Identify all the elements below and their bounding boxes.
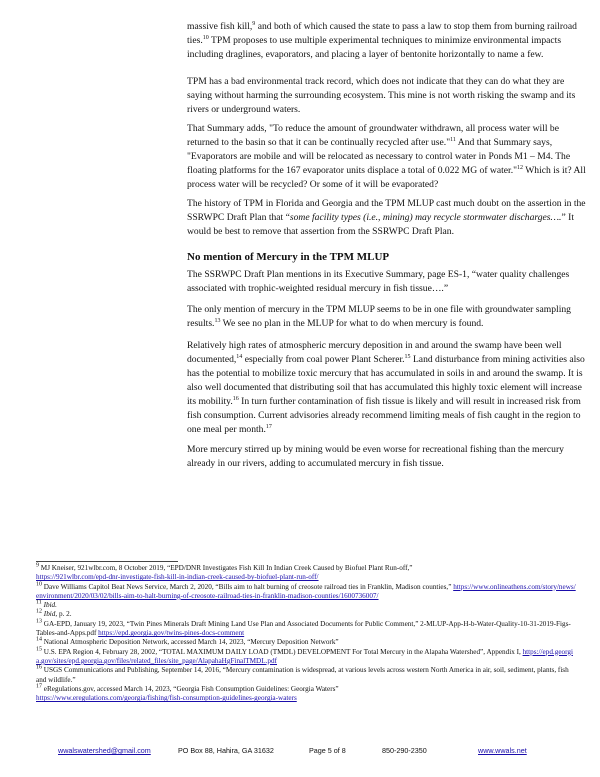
footnote-number: 11 <box>36 599 42 606</box>
footnote-text: USGS Communications and Publishing, September 14, 2016, “Mercury contamination is widespread, at various levels across western North America in air, soil, sediment, plants, fish and wildlife.” <box>36 666 569 684</box>
footnote-9 <box>36 564 576 583</box>
text-span: massive fish kill, <box>187 21 253 32</box>
footnote-text: Ibid <box>43 610 56 619</box>
paragraph-7 <box>187 339 587 437</box>
paragraph-text: More mercury stirred up by mining would be even worse for recreational fishing than the mercury already in our rivers, adding to accumulated mercury in fish tissue. <box>187 444 564 469</box>
paragraph-4 <box>187 197 587 239</box>
footnote-ref-16[interactable]: 16 <box>232 395 239 402</box>
paragraph-8 <box>187 443 587 471</box>
text-span: especially from coal power Plant Scherer. <box>242 354 405 365</box>
footnote-link[interactable]: https://epd.georgia.gov/twins-pines-docs-comment <box>98 629 245 638</box>
footnote-divider <box>36 561 178 562</box>
footnote-17 <box>36 685 576 704</box>
footer-page-number: Page 5 of 8 <box>309 746 346 755</box>
footnote-ref-17[interactable]: 17 <box>265 423 272 430</box>
text-span: and both of which caused the state to pass a law to stop them from burning railroad ties. <box>187 21 577 46</box>
footnote-number: 10 <box>36 581 42 588</box>
footer-phone: 850-290-2350 <box>382 746 427 755</box>
text-span: TPM proposes to use multiple experimental techniques to minimize environmental impacts including draglines, evaporators, and placing a layer of bentonite horizontally to name a few. <box>187 35 562 60</box>
footnote-text: Ibid. <box>43 601 57 610</box>
footnote-ref-15[interactable]: 15 <box>404 353 411 360</box>
text-span: Land disturbance from mining activities also has the potential to mobilize toxic mercury that has accumulated in soils in and around the swamp. It is also well documented that distributing soil that has accumulated this highly toxic element will increase its mobility. <box>187 354 585 407</box>
footnote-11 <box>36 601 576 610</box>
paragraph-2 <box>187 75 587 117</box>
footnote-ref-12[interactable]: 12 <box>517 164 524 171</box>
text-span: The history of TPM in Florida and Georgia and the TPM MLUP cast much doubt on the assertion in the SSRWPC Draft Plan that “ <box>187 198 586 223</box>
paragraph-1 <box>187 20 587 62</box>
footnote-number: 16 <box>36 664 42 671</box>
footnote-ref-10[interactable]: 10 <box>202 34 209 41</box>
footnote-ref-14[interactable]: 14 <box>236 353 243 360</box>
footnote-ref-13[interactable]: 13 <box>214 317 221 324</box>
footnote-ref-11[interactable]: 11 <box>450 136 456 143</box>
footer-email-link[interactable]: wwalswatershed@gmail.com <box>58 746 151 755</box>
footnote-12 <box>36 610 576 619</box>
footnote-15 <box>36 648 576 667</box>
paragraph-text: The SSRWPC Draft Plan mentions in its Executive Summary, page ES-1, “water quality challenges associated with trophic-weighted residual mercury in fish tissue….” <box>187 269 570 294</box>
footnote-text: , p. 2. <box>55 610 72 619</box>
footnote-number: 9 <box>36 562 39 569</box>
page-footer <box>0 746 600 758</box>
paragraph-6 <box>187 303 587 331</box>
footer-website-link[interactable]: www.wwals.net <box>478 746 527 755</box>
footnote-link[interactable]: https://www.eregulations.com/georgia/fishing/fish-consumption-guidelines-georgia-waters <box>36 694 297 703</box>
section-heading: No mention of Mercury in the TPM MLUP <box>187 251 390 263</box>
text-span: ” It would be best to remove that assertion from the SSRWPC Draft Plan. <box>187 212 574 237</box>
footnote-text: MJ Kneiser, 921wlbr.com, 8 October 2019, “EPD/DNR Investigates Fish Kill In Indian Creek Caused by Biofuel Plant Run-off,” <box>39 564 413 572</box>
text-span: In turn further contamination of fish tissue is likely and will result in increased risk from fish consumption. Current advisories already recommend limiting meals of fish caught in the region to one meal per month. <box>187 396 581 435</box>
text-span: Relatively high rates of atmospheric mercury deposition in and around the swamp have been well documented, <box>187 340 562 365</box>
text-span: And that Summary says, "Evaporators are mobile and will be relocated as necessary to control water in Ponds M1 – M4. The floating platforms for the 167 evaporator units displace a total of 0.022 MG of water." <box>187 137 571 176</box>
italic-quote: some facility types (i.e., mining) may recycle stormwater discharges…. <box>289 212 562 223</box>
paragraph-text: TPM has a bad environmental track record, which does not indicate that they can do what they are saying without harming the surrounding ecosystem. This mine is not worth risking the swamp and its rivers or underground waters. <box>187 76 576 115</box>
footnote-number: 13 <box>36 618 42 625</box>
footnote-text: Dave Williams Capitol Beat News Service, March 2, 2020, “Bills aim to halt burning of creosote railroad ties in Franklin, Madison counties,” <box>42 582 454 591</box>
footnote-link[interactable]: https://921wlbr.com/epd-dnr-investigate-fish-kill-in-indian-creek-caused-by-biofuel-plant-run-off/ <box>36 573 319 582</box>
footnote-link[interactable]: https://epd.georgia.gov/sites/epd.georgia.gov/files/related_files/site_page/AlapahaHgFinalTMDL.pdf <box>36 647 573 665</box>
text-span: Which is it? All process water will be recycled? Or some of it will be evaporated? <box>187 165 586 190</box>
footnote-16 <box>36 666 576 685</box>
footer-address: PO Box 88, Hahira, GA 31632 <box>178 746 274 755</box>
paragraph-3 <box>187 122 587 192</box>
text-span: The only mention of mercury in the TPM MLUP seems to be in one file with groundwater sampling results. <box>187 304 571 329</box>
footnotes <box>36 564 576 703</box>
footnote-14 <box>36 638 576 647</box>
footnote-10 <box>36 583 576 602</box>
footnote-text: eRegulations.gov, accessed March 14, 2023, “Georgia Fish Consumption Guidelines: Georgia Waters” <box>42 684 339 693</box>
footnote-number: 15 <box>36 646 42 653</box>
footnote-13 <box>36 620 576 639</box>
footnote-number: 14 <box>36 636 42 643</box>
footnote-number: 17 <box>36 683 42 690</box>
footnote-link[interactable]: https://www.onlineathens.com/story/news/environment/2020/03/02/bills-aim-to-halt-burning-of-creosote-railroad-ties-in-franklin-madison-counties/1600736007/ <box>36 582 576 600</box>
footnote-text: GA-EPD, January 19, 2023, “Twin Pines Minerals Draft Mining Land Use Plan and Associated Documents for Public Comment,” 2-MLUP-App-H-b-Water-Quality-10-31-2019-Figs-Tables-and-Apps.pdf <box>36 619 571 638</box>
footnote-ref-9[interactable]: 9 <box>252 20 256 27</box>
footnote-text: U.S. EPA Region 4, February 28, 2002, “TOTAL MAXIMUM DAILY LOAD (TMDL) DEVELOPMENT For Total Mercury in the Alapaha Watershed”, Appendix I, <box>42 647 523 656</box>
footnote-text: National Atmospheric Deposition Network, accessed March 14, 2023, “Mercury Deposition Network” <box>42 638 339 647</box>
text-span: We see no plan in the MLUP for what to do when mercury is found. <box>220 318 484 329</box>
footnote-number: 12 <box>36 609 42 616</box>
text-span: That Summary adds, "To reduce the amount of groundwater withdrawn, all process water will be returned to the basin so that it can be continually recycled after use." <box>187 123 559 148</box>
paragraph-5 <box>187 268 587 296</box>
